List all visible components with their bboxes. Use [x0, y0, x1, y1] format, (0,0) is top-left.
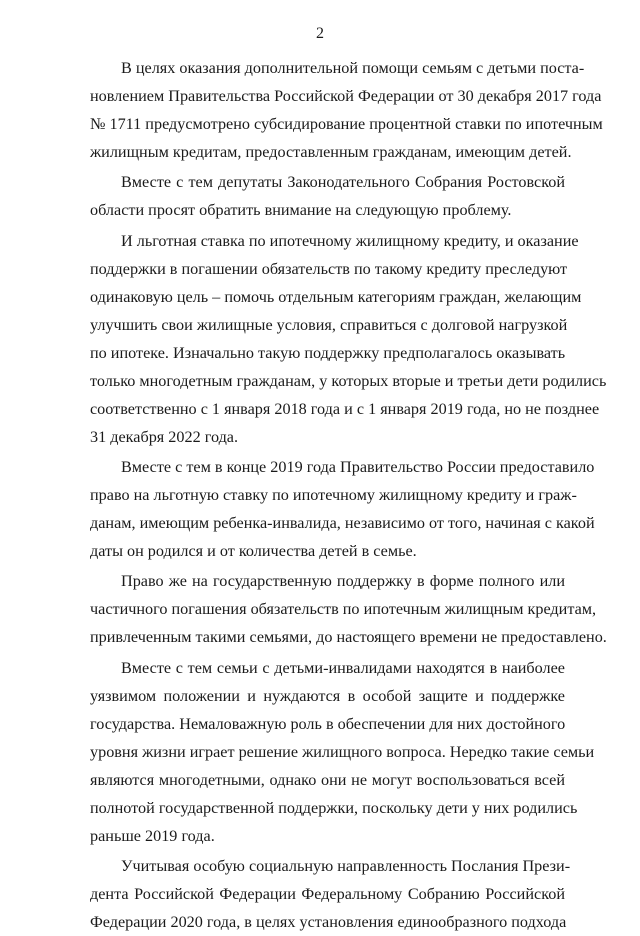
- text-line: частичного погашения обязательств по ипотечным жилищным кредитам,: [90, 600, 597, 618]
- text-line: государства. Немаловажную роль в обеспечении для них достойного: [90, 715, 566, 733]
- text-line: В целях оказания дополнительной помощи семьям с детьми поста-: [121, 59, 585, 77]
- text-line: уязвимом положении и нуждаются в особой защите и поддержке: [90, 687, 565, 705]
- text-line: жилищным кредитам, предоставленным гражданам, имеющим детей.: [90, 143, 572, 161]
- text-line: И льготная ставка по ипотечному жилищному кредиту, и оказание: [121, 232, 579, 250]
- text-line: новлением Правительства Российской Федерации от 30 декабря 2017 года: [90, 87, 602, 105]
- text-line: 31 декабря 2022 года.: [90, 428, 239, 446]
- text-line: одинаковую цель – помочь отдельным категориям граждан, желающим: [90, 288, 582, 306]
- text-line: привлеченным такими семьями, до настоящего времени не предоставлено.: [90, 628, 607, 646]
- text-line: раньше 2019 года.: [90, 827, 215, 845]
- text-line: дента Российской Федерации Федеральному Собранию Российской: [90, 885, 565, 903]
- text-line: поддержки в погашении обязательств по такому кредиту преследуют: [90, 260, 568, 278]
- text-line: право на льготную ставку по ипотечному жилищному кредиту и граж-: [90, 486, 577, 504]
- text-line: № 1711 предусмотрено субсидирование процентной ставки по ипотечным: [90, 115, 603, 133]
- text-line: уровня жизни играет решение жилищного вопроса. Нередко такие семьи: [90, 743, 595, 761]
- text-line: Федерации 2020 года, в целях установления единообразного подхода: [90, 913, 567, 931]
- text-line: данам, имеющим ребенка-инвалида, независимо от того, начиная с какой: [90, 514, 595, 532]
- text-line: только многодетным гражданам, у которых вторые и третьи дети родились: [90, 372, 607, 390]
- text-line: Вместе с тем семьи с детьми-инвалидами находятся в наиболее: [121, 659, 565, 677]
- text-line: Учитывая особую социальную направленность Послания Прези-: [121, 857, 571, 875]
- text-line: полнотой государственной поддержки, поскольку дети у них родились: [90, 799, 578, 817]
- text-line: Вместе с тем в конце 2019 года Правительство России предоставило: [121, 458, 595, 476]
- text-line: области просят обратить внимание на следующую проблему.: [90, 201, 512, 219]
- text-line: соответственно с 1 января 2018 года и с 1 января 2019 года, но не позднее: [90, 400, 600, 418]
- text-line: по ипотеке. Изначально такую поддержку предполагалось оказывать: [90, 344, 566, 362]
- text-line: являются многодетными, однако они не могут воспользоваться всей: [90, 771, 565, 789]
- text-line: Право же на государственную поддержку в форме полного или: [121, 572, 565, 590]
- page-number: 2: [316, 25, 324, 42]
- text-line: даты он родился и от количества детей в семье.: [90, 542, 417, 560]
- text-line: Вместе с тем депутаты Законодательного Собрания Ростовской: [121, 173, 565, 191]
- text-line: улучшить свои жилищные условия, справиться с долговой нагрузкой: [90, 316, 568, 334]
